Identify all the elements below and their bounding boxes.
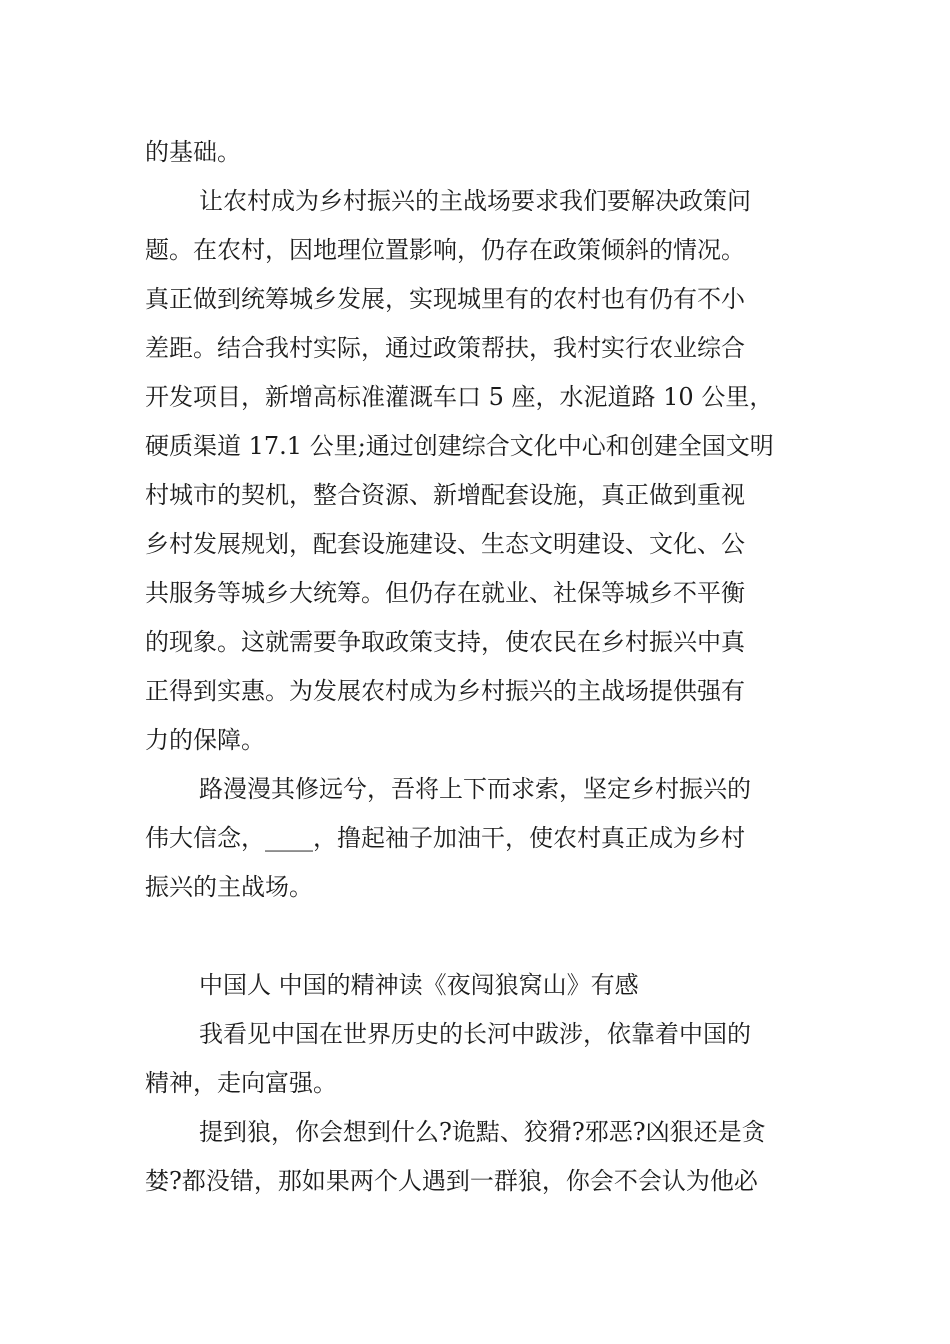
paragraph-line: 开发项目，新增高标准灌溉车口 5 座，水泥道路 10 公里， (145, 383, 774, 411)
paragraph-line: 我看见中国在世界历史的长河中跋涉，依靠着中国的 (199, 1020, 751, 1048)
paragraph-line: 共服务等城乡大统筹。但仍存在就业、社保等城乡不平衡 (145, 579, 745, 607)
paragraph-line: 差距。结合我村实际，通过政策帮扶，我村实行农业综合 (145, 334, 745, 362)
paragraph-line: 真正做到统筹城乡发展，实现城里有的农村也有仍有不小 (145, 285, 745, 313)
document-body (145, 128, 805, 1206)
paragraph-line: 提到狼，你会想到什么?诡黠、狡猾?邪恶?凶狠还是贪 (199, 1118, 766, 1146)
paragraph-line: 振兴的主战场。 (145, 873, 313, 901)
paragraph-line: 伟大信念，____，撸起袖子加油干，使农村真正成为乡村 (145, 824, 745, 852)
paragraph-line: 让农村成为乡村振兴的主战场要求我们要解决政策问 (199, 187, 751, 215)
article-title: 中国人 中国的精神读《夜闯狼窝山》有感 (199, 971, 639, 999)
paragraph-line: 村城市的契机，整合资源、新增配套设施，真正做到重视 (145, 481, 745, 509)
paragraph-line: 乡村发展规划，配套设施建设、生态文明建设、文化、公 (145, 530, 745, 558)
paragraph-line: 的现象。这就需要争取政策支持，使农民在乡村振兴中真 (145, 628, 745, 656)
paragraph-line: 婪?都没错，那如果两个人遇到一群狼，你会不会认为他必 (145, 1167, 758, 1195)
paragraph-line: 力的保障。 (145, 726, 265, 754)
section-spacer (145, 912, 805, 961)
paragraph-line: 硬质渠道 17.1 公里;通过创建综合文化中心和创建全国文明 (145, 432, 774, 460)
paragraph-line: 正得到实惠。为发展农村成为乡村振兴的主战场提供强有 (145, 677, 745, 705)
paragraph-line: 题。在农村，因地理位置影响，仍存在政策倾斜的情况。 (145, 236, 745, 264)
paragraph-line: 路漫漫其修远兮，吾将上下而求索，坚定乡村振兴的 (199, 775, 751, 803)
paragraph-line: 的基础。 (145, 138, 241, 166)
paragraph-line: 精神，走向富强。 (145, 1069, 337, 1097)
